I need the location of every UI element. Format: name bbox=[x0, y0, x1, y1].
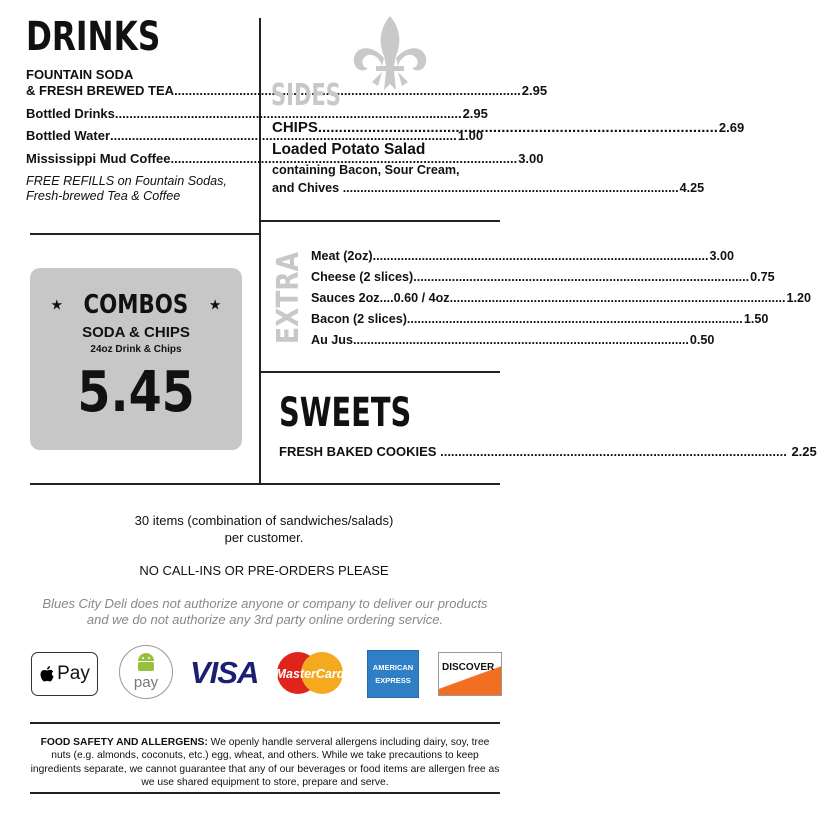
item-name: Meat (2oz) bbox=[311, 249, 373, 263]
item-price: 1.20 bbox=[786, 291, 812, 305]
item-name: Cheese (2 slices) bbox=[311, 270, 414, 284]
drinks-title: DRINKS bbox=[26, 14, 161, 60]
item-price: 0.75 bbox=[750, 270, 775, 284]
policy-line: 30 items (combination of sandwiches/salads) bbox=[134, 513, 394, 528]
combos-price-text: 5.45 bbox=[77, 360, 195, 425]
extra-item-bacon bbox=[311, 312, 769, 326]
extra-vertical-label bbox=[271, 233, 306, 346]
item-name: Bacon (2 slices) bbox=[311, 312, 407, 326]
leader-dots bbox=[343, 181, 679, 195]
item-name: Sauces 2oz....0.60 / 4oz bbox=[311, 291, 450, 305]
item-name: and Chives bbox=[272, 181, 340, 195]
leader-dots bbox=[318, 119, 718, 136]
item-price: 1.00 bbox=[457, 128, 484, 143]
extra-item-aujus bbox=[311, 333, 715, 347]
mastercard-logo bbox=[275, 651, 345, 695]
sides-salad-desc-price bbox=[272, 181, 705, 195]
android-icon bbox=[135, 652, 157, 672]
item-price: 1.50 bbox=[743, 312, 769, 326]
apple-icon bbox=[39, 665, 55, 683]
discover-text: DISCOVER bbox=[442, 662, 495, 673]
star-icon: ★ bbox=[50, 297, 64, 314]
android-pay-text: pay bbox=[133, 674, 159, 691]
divider-drinks-bottom bbox=[30, 233, 259, 235]
drinks-refill-note: FREE REFILLS on Fountain Sodas, Fresh-brewed Tea & Coffee bbox=[26, 174, 227, 203]
leader-dots bbox=[450, 291, 786, 305]
item-price: 4.25 bbox=[679, 181, 705, 195]
item-name: Bottled Drinks bbox=[26, 106, 115, 121]
drinks-item-fountain: FOUNTAIN SODA bbox=[26, 67, 134, 82]
leader-dots bbox=[353, 333, 689, 347]
item-price: 0.50 bbox=[689, 333, 715, 347]
sweets-title: SWEETS bbox=[279, 390, 412, 436]
combos-price bbox=[30, 360, 242, 425]
leader-dots bbox=[413, 270, 749, 284]
leader-dots bbox=[373, 249, 709, 263]
fleur-de-lis-icon bbox=[350, 14, 430, 98]
divider-page-bottom bbox=[30, 792, 500, 794]
item-price: 2.95 bbox=[521, 83, 548, 98]
apple-pay-logo bbox=[31, 652, 98, 696]
extra-item-cheese bbox=[311, 270, 775, 284]
item-name: CHIPS bbox=[272, 119, 318, 136]
item-price: 2.95 bbox=[462, 106, 488, 121]
leader-dots bbox=[440, 444, 787, 459]
sides-item-salad: Loaded Potato Salad bbox=[272, 141, 426, 158]
sides-title: SIDES bbox=[271, 78, 341, 113]
policy-line: per customer. bbox=[224, 530, 304, 545]
item-price: 2.25 bbox=[791, 444, 817, 459]
allergen-label: FOOD SAFETY AND ALLERGENS: bbox=[40, 737, 208, 748]
divider-sides-bottom bbox=[261, 220, 500, 222]
divider-extra-bottom bbox=[261, 371, 500, 373]
item-price: 3.00 bbox=[709, 249, 734, 263]
sides-salad-desc: containing Bacon, Sour Cream, bbox=[272, 163, 460, 177]
item-name: Au Jus bbox=[311, 333, 353, 347]
item-name: Mississippi Mud Coffee bbox=[26, 151, 171, 166]
sweets-item-cookies bbox=[279, 444, 817, 459]
delivery-disclaimer: Blues City Deli does not authorize anyone or company to deliver our products and we do not authorize any 3rd party online ordering service. bbox=[42, 596, 488, 627]
amex-logo bbox=[367, 650, 419, 698]
item-name: Bottled Water bbox=[26, 128, 111, 143]
item-name: FRESH BAKED COOKIES bbox=[279, 444, 437, 459]
discover-logo bbox=[438, 652, 502, 696]
star-icon: ★ bbox=[208, 297, 222, 314]
combos-title-text: COMBOS bbox=[83, 290, 189, 320]
sides-item-chips bbox=[272, 119, 745, 136]
combos-box bbox=[30, 268, 242, 450]
mastercard-text: MasterCard bbox=[275, 667, 345, 681]
combos-title bbox=[30, 290, 242, 320]
android-pay-logo bbox=[119, 645, 173, 699]
drinks-item-coffee bbox=[26, 151, 544, 166]
drinks-item-tea bbox=[26, 83, 548, 98]
combos-subtitle: SODA & CHIPS bbox=[82, 324, 190, 341]
leader-dots bbox=[174, 83, 521, 98]
extra-label-text: EXTRA bbox=[271, 233, 306, 344]
amex-text-top: AMERICAN bbox=[372, 663, 414, 672]
visa-logo: VISA bbox=[190, 655, 259, 690]
allergen-notice bbox=[30, 736, 500, 790]
leader-dots bbox=[407, 312, 743, 326]
apple-pay-text: Pay bbox=[57, 663, 90, 684]
order-limit-policy bbox=[0, 512, 528, 546]
no-callins-notice: NO CALL-INS OR PRE-ORDERS PLEASE bbox=[139, 563, 389, 578]
allergen-text: We openly handle serveral allergens including dairy, soy, tree nuts (e.g. almonds, coconuts, etc.) egg, wheat, and others. While we take precautions to keep ingredients separate, we cannot guarantee that any of our beverages or food items are allergen free as we use shared equipment to store, prepare and serve. bbox=[30, 737, 500, 789]
amex-text-bottom: EXPRESS bbox=[375, 676, 411, 685]
extra-item-sauces bbox=[311, 291, 812, 305]
divider-main-bottom bbox=[30, 483, 500, 485]
drinks-item-water bbox=[26, 128, 484, 143]
item-price: 3.00 bbox=[518, 151, 544, 166]
item-name: & FRESH BREWED TEA bbox=[26, 83, 175, 98]
extra-item-meat bbox=[311, 249, 734, 263]
drinks-item-bottled bbox=[26, 106, 488, 121]
combos-detail: 24oz Drink & Chips bbox=[90, 344, 182, 355]
item-price: 2.69 bbox=[718, 120, 745, 135]
divider-payments-bottom bbox=[30, 722, 500, 724]
